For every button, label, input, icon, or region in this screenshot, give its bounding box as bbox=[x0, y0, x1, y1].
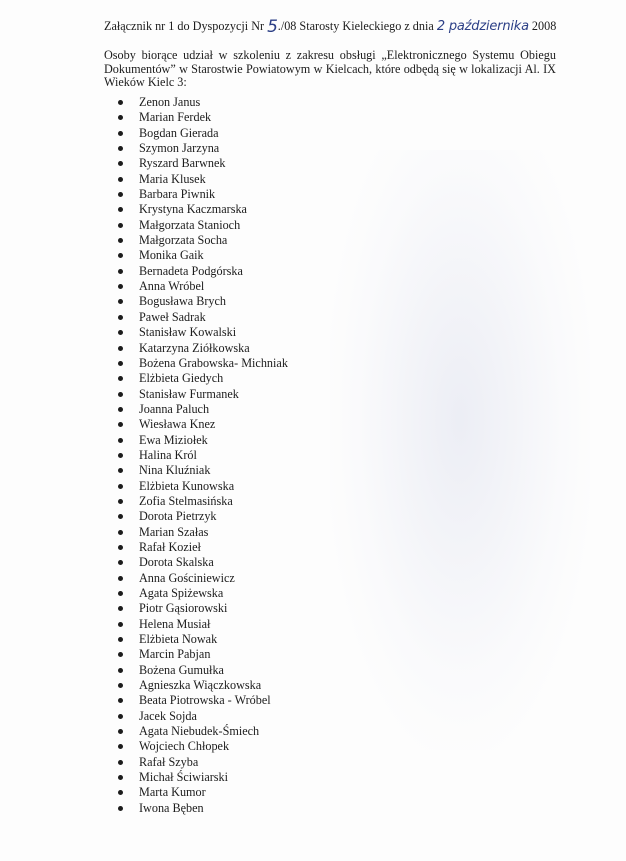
list-item bbox=[116, 233, 288, 248]
attendee-name: Krystyna Kaczmarska bbox=[139, 202, 247, 217]
list-item bbox=[116, 509, 288, 524]
list-item bbox=[116, 187, 288, 202]
bullet-icon bbox=[118, 545, 123, 550]
bullet-icon bbox=[118, 652, 123, 657]
list-item bbox=[116, 540, 288, 555]
bullet-icon bbox=[118, 299, 123, 304]
attendee-name: Nina Kluźniak bbox=[139, 463, 211, 478]
bullet-icon bbox=[118, 315, 123, 320]
list-item bbox=[116, 586, 288, 601]
bullet-icon bbox=[118, 637, 123, 642]
list-item bbox=[116, 310, 288, 325]
bullet-icon bbox=[118, 407, 123, 412]
bullet-icon bbox=[118, 606, 123, 611]
attendee-name: Bernadeta Podgórska bbox=[139, 263, 243, 278]
bullet-icon bbox=[118, 146, 123, 151]
list-item bbox=[116, 785, 288, 800]
bullet-icon bbox=[118, 484, 123, 489]
bullet-icon bbox=[118, 438, 123, 443]
header-middle: ./08 Starosty Kieleckiego z dnia bbox=[277, 19, 437, 33]
attendee-name: Stanisław Kowalski bbox=[139, 325, 237, 340]
bullet-icon bbox=[118, 683, 123, 688]
attendee-name: Rafał Szyba bbox=[139, 754, 199, 769]
attendee-name: Małgorzata Socha bbox=[139, 233, 228, 248]
attendee-name: Elżbieta Nowak bbox=[139, 632, 218, 647]
bullet-icon bbox=[118, 422, 123, 427]
attendee-name: Iwona Bęben bbox=[139, 800, 204, 815]
bullet-icon bbox=[118, 253, 123, 258]
attendee-name: Elżbieta Kunowska bbox=[139, 478, 235, 493]
attendee-name: Marian Ferdek bbox=[139, 110, 212, 125]
bullet-icon bbox=[118, 269, 123, 274]
bullet-icon bbox=[118, 790, 123, 795]
attendee-name: Beata Piotrowska - Wróbel bbox=[139, 693, 271, 708]
attendee-name: Piotr Gąsiorowski bbox=[139, 601, 228, 616]
list-item bbox=[116, 801, 288, 816]
attendee-name: Agata Niebudek-Śmiech bbox=[139, 724, 260, 739]
attendee-name: Zofia Stelmasińska bbox=[139, 493, 233, 508]
bullet-icon bbox=[118, 668, 123, 673]
attendee-name: Ryszard Barwnek bbox=[139, 156, 226, 171]
attendee-name: Anna Gościniewicz bbox=[139, 570, 235, 585]
attendee-name: Jacek Sojda bbox=[139, 708, 197, 723]
bullet-icon bbox=[118, 177, 123, 182]
bullet-icon bbox=[118, 729, 123, 734]
list-item bbox=[116, 525, 288, 540]
attendee-name: Helena Musiał bbox=[139, 616, 211, 631]
attendee-name: Zenon Janus bbox=[139, 95, 201, 109]
attendee-name: Marta Kumor bbox=[139, 785, 206, 800]
list-item bbox=[116, 693, 288, 708]
attendee-name: Wiesława Knez bbox=[139, 417, 216, 432]
list-item bbox=[116, 341, 288, 356]
attendee-name: Agata Spiżewska bbox=[139, 586, 224, 600]
list-item bbox=[116, 433, 288, 448]
list-item bbox=[116, 402, 288, 417]
bullet-icon bbox=[118, 744, 123, 749]
attendee-name: Monika Gaik bbox=[139, 248, 204, 263]
bullet-icon bbox=[118, 115, 123, 120]
attendee-name: Bogdan Gierada bbox=[139, 125, 219, 140]
list-item bbox=[116, 479, 288, 494]
handwritten-date: 2 października bbox=[436, 19, 529, 34]
attendee-name: Małgorzata Stanioch bbox=[139, 217, 241, 232]
attendee-name: Bożena Grabowska- Michniak bbox=[139, 355, 288, 370]
list-item bbox=[116, 663, 288, 678]
attendee-name: Maria Klusek bbox=[139, 171, 206, 186]
list-item bbox=[116, 387, 288, 402]
attendee-name: Rafał Kozieł bbox=[139, 539, 201, 554]
list-item bbox=[116, 647, 288, 662]
attendee-name: Dorota Pietrzyk bbox=[139, 509, 217, 524]
intro-paragraph bbox=[104, 49, 556, 90]
list-item bbox=[116, 601, 288, 616]
handwritten-order-number: 5 bbox=[267, 17, 278, 37]
attendee-name: Michał Ściwiarski bbox=[139, 770, 229, 785]
attendee-name: Barbara Piwnik bbox=[139, 187, 216, 202]
list-item bbox=[116, 724, 288, 739]
bullet-icon bbox=[118, 806, 123, 811]
attendee-name: Ewa Miziołek bbox=[139, 432, 208, 447]
bullet-icon bbox=[118, 100, 123, 105]
attendee-name: Marcin Pabjan bbox=[139, 647, 211, 662]
bullet-icon bbox=[118, 714, 123, 719]
bullet-icon bbox=[118, 560, 123, 565]
list-item bbox=[116, 218, 288, 233]
bullet-icon bbox=[118, 238, 123, 243]
bullet-icon bbox=[118, 207, 123, 212]
list-item bbox=[116, 494, 288, 509]
list-item bbox=[116, 632, 288, 647]
attendee-name: Bożena Gumułka bbox=[139, 662, 224, 677]
bullet-icon bbox=[118, 192, 123, 197]
attendee-name: Paweł Sadrak bbox=[139, 309, 206, 324]
list-item bbox=[116, 156, 288, 171]
attendee-name: Elżbieta Giedych bbox=[139, 371, 224, 386]
list-item bbox=[116, 555, 288, 570]
document-header bbox=[104, 18, 574, 35]
bullet-icon bbox=[118, 330, 123, 335]
list-item bbox=[116, 294, 288, 309]
list-item bbox=[116, 279, 288, 294]
header-prefix: Załącznik nr 1 do Dyspozycji Nr bbox=[104, 19, 268, 33]
scan-shading bbox=[330, 150, 590, 750]
bullet-icon bbox=[118, 698, 123, 703]
list-item bbox=[116, 141, 288, 156]
bullet-icon bbox=[118, 760, 123, 765]
list-item bbox=[116, 325, 288, 340]
bullet-icon bbox=[118, 514, 123, 519]
list-item bbox=[116, 678, 288, 693]
list-item bbox=[116, 110, 288, 125]
attendee-name: Joanna Paluch bbox=[139, 401, 210, 416]
bullet-icon bbox=[118, 392, 123, 397]
attendee-name: Halina Król bbox=[139, 447, 197, 462]
bullet-icon bbox=[118, 530, 123, 535]
bullet-icon bbox=[118, 376, 123, 381]
bullet-icon bbox=[118, 622, 123, 627]
bullet-icon bbox=[118, 361, 123, 366]
list-item bbox=[116, 126, 288, 141]
bullet-icon bbox=[118, 591, 123, 596]
attendee-name: Wojciech Chłopek bbox=[139, 739, 230, 754]
list-item bbox=[116, 95, 288, 110]
list-item bbox=[116, 371, 288, 386]
list-item bbox=[116, 172, 288, 187]
attendee-name: Marian Szałas bbox=[139, 524, 209, 539]
bullet-icon bbox=[118, 131, 123, 136]
bullet-icon bbox=[118, 775, 123, 780]
list-item bbox=[116, 202, 288, 217]
bullet-icon bbox=[118, 161, 123, 166]
list-item bbox=[116, 617, 288, 632]
list-item bbox=[116, 417, 288, 432]
list-item bbox=[116, 248, 288, 263]
bullet-icon bbox=[118, 499, 123, 504]
header-year: 2008 bbox=[528, 19, 557, 33]
attendee-name: Bogusława Brych bbox=[139, 294, 226, 309]
attendee-name: Szymon Jarzyna bbox=[139, 141, 220, 156]
list-item bbox=[116, 770, 288, 785]
bullet-icon bbox=[118, 223, 123, 228]
bullet-icon bbox=[118, 346, 123, 351]
attendee-name: Katarzyna Ziółkowska bbox=[139, 340, 250, 355]
list-item bbox=[116, 755, 288, 770]
list-item bbox=[116, 448, 288, 463]
bullet-icon bbox=[118, 453, 123, 458]
bullet-icon bbox=[118, 284, 123, 289]
list-item bbox=[116, 463, 288, 478]
attendee-name: Agnieszka Wiączkowska bbox=[139, 678, 262, 693]
intro-text: Osoby biorące udział w szkoleniu z zakresu obsługi „Elektronicznego Systemu Obiegu Dokumentów” w Starostwie Powiatowym w Kielcach, które odbędą się w lokalizacji Al. IX Wieków Kielc 3: bbox=[104, 48, 556, 89]
list-item bbox=[116, 709, 288, 724]
attendee-list bbox=[116, 95, 288, 816]
bullet-icon bbox=[118, 576, 123, 581]
list-item bbox=[116, 264, 288, 279]
attendee-name: Anna Wróbel bbox=[139, 279, 205, 294]
list-item bbox=[116, 356, 288, 371]
attendee-name: Stanisław Furmanek bbox=[139, 386, 239, 401]
list-item bbox=[116, 571, 288, 586]
attendee-name: Dorota Skalska bbox=[139, 555, 214, 570]
list-item bbox=[116, 739, 288, 754]
bullet-icon bbox=[118, 468, 123, 473]
